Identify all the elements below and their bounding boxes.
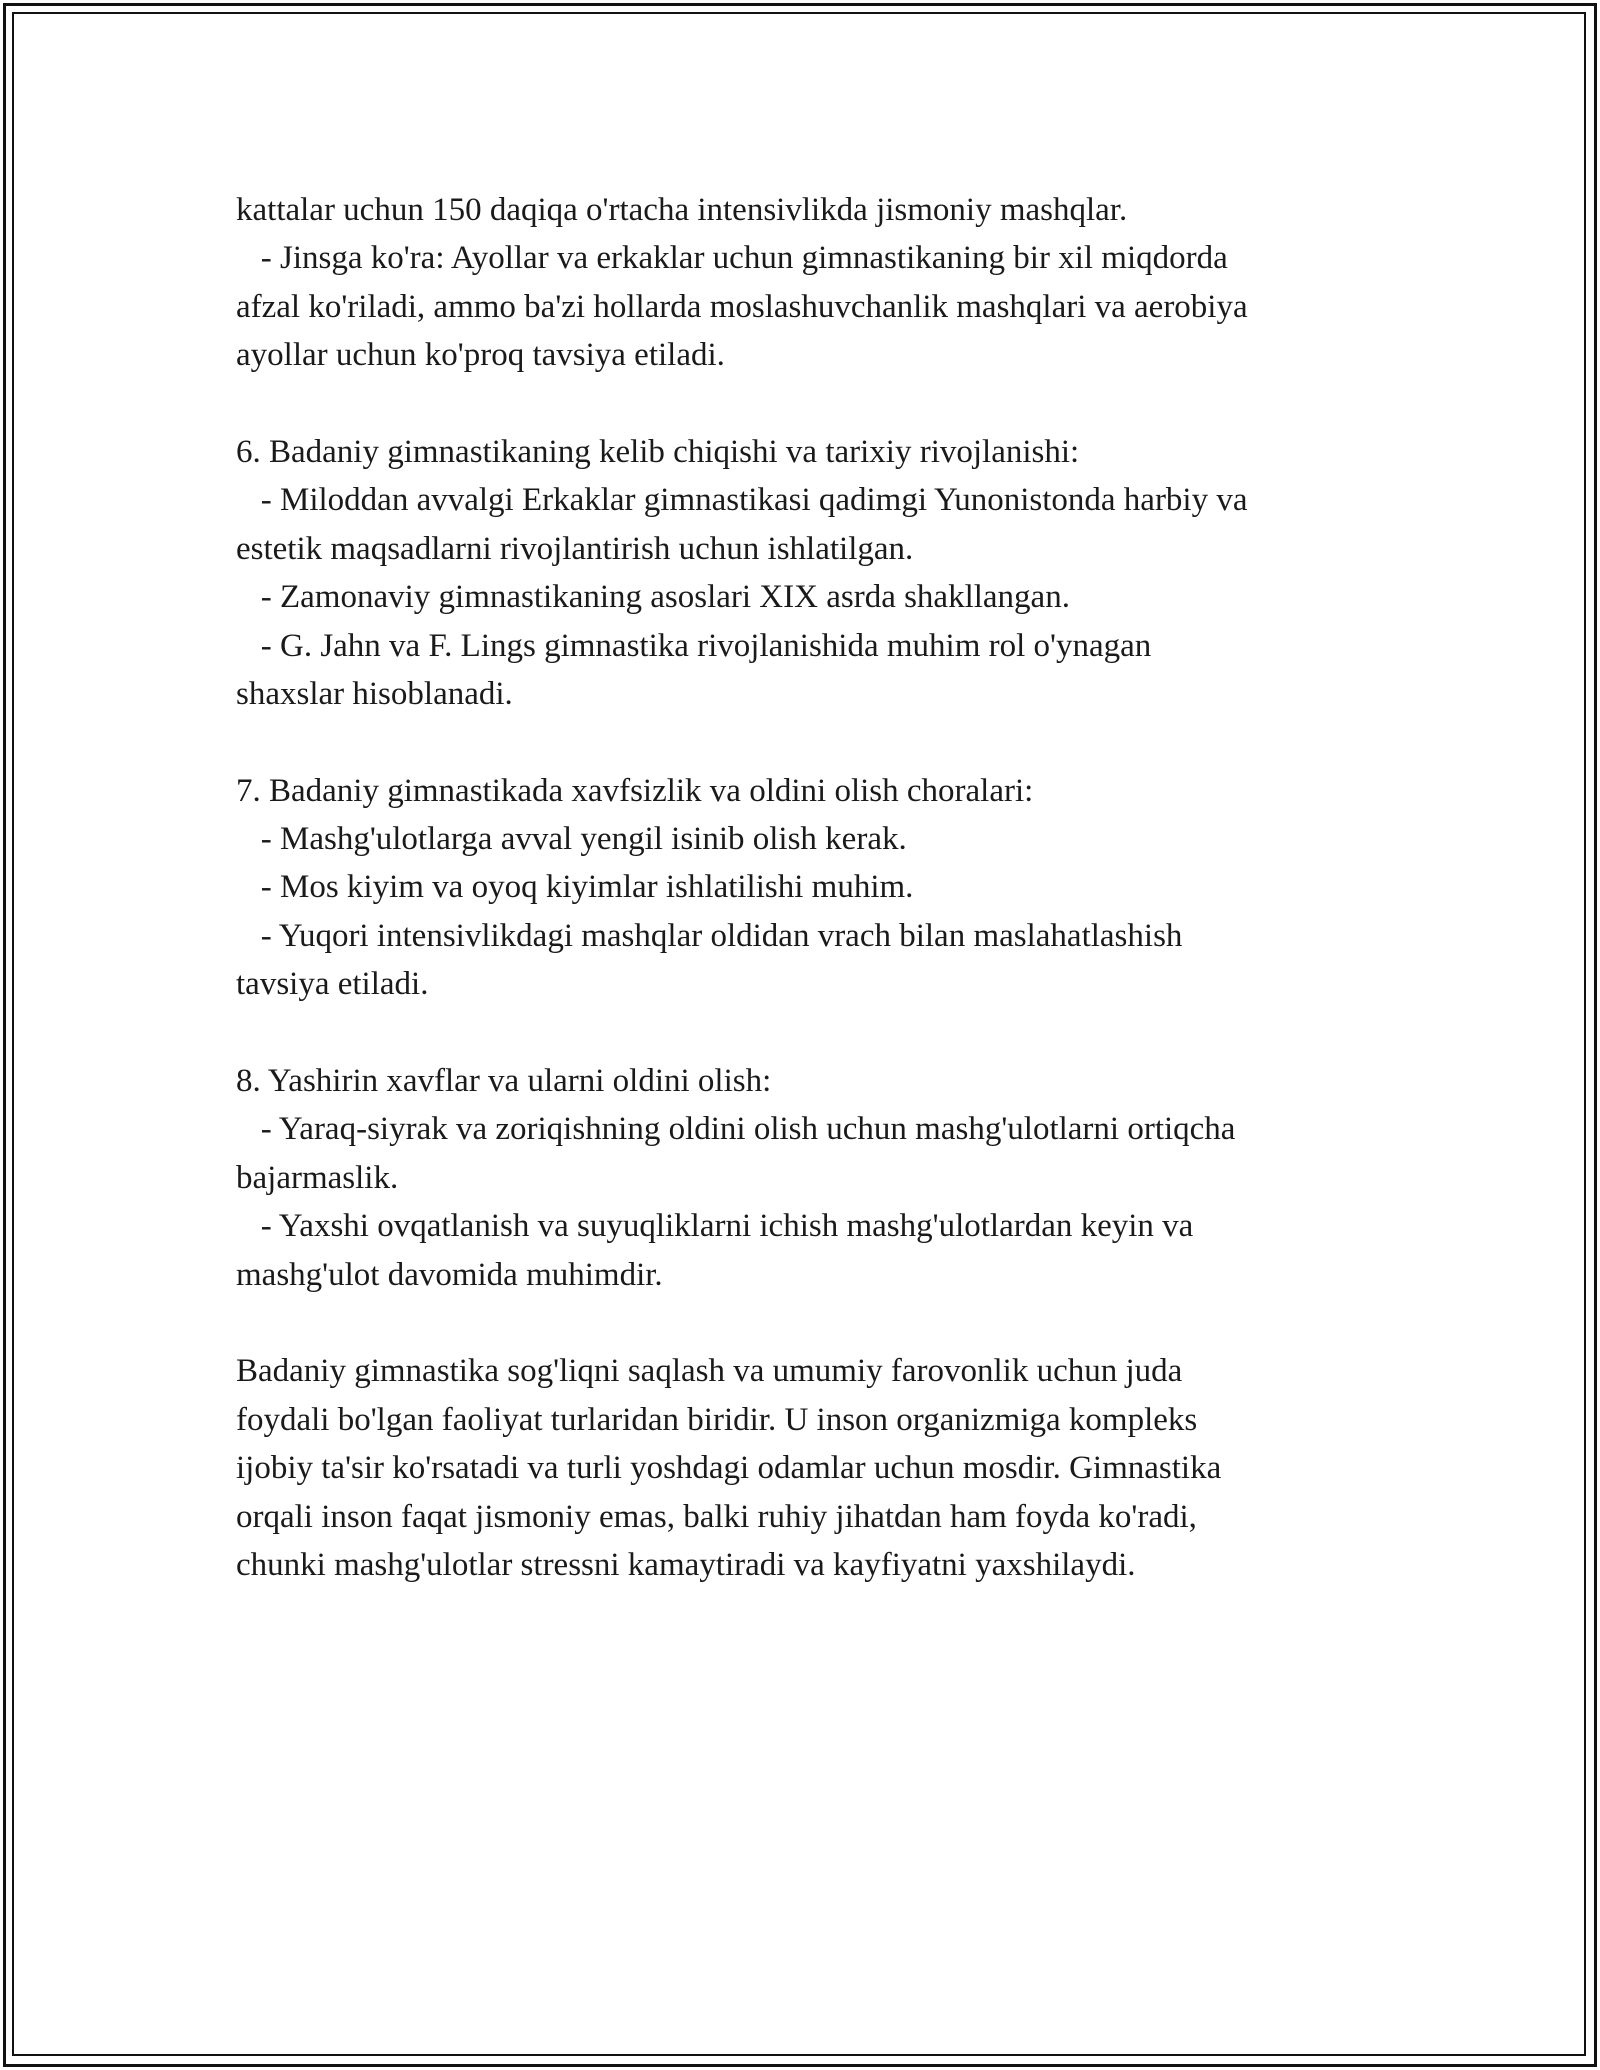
text-line: orqali inson faqat jismoniy emas, balki ruhiy jihatdan ham foyda ko'radi,: [236, 1498, 1197, 1535]
text-line: mashg'ulot davomida muhimdir.: [236, 1256, 663, 1293]
section-heading: 6. Badaniy gimnastikaning kelib chiqishi va tarixiy rivojlanishi:: [236, 433, 1080, 470]
text-line: tavsiya etiladi.: [236, 966, 429, 1003]
text-line: ijobiy ta'sir ko'rsatadi va turli yoshdagi odamlar uchun mosdir. Gimnastika: [236, 1450, 1222, 1487]
text-line: - Yuqori intensivlikdagi mashqlar oldidan vrach bilan maslahatlashish: [236, 917, 1183, 954]
section-heading: 7. Badaniy gimnastikada xavfsizlik va oldini olish choralari:: [236, 772, 1034, 809]
section-7-safety: [236, 767, 1386, 1009]
text-line: kattalar uchun 150 daqiqa o'rtacha intensivlikda jismoniy mashqlar.: [236, 192, 1128, 228]
text-line: chunki mashg'ulotlar stressni kamaytiradi va kayfiyatni yaxshilaydi.: [236, 1546, 1136, 1583]
paragraph-spacer: [236, 1299, 1386, 1347]
section-8-hidden-risks: [236, 1057, 1386, 1299]
text-line: - G. Jahn va F. Lings gimnastika rivojlanishida muhim rol o'ynagan: [236, 627, 1152, 664]
text-line: - Miloddan avvalgi Erkaklar gimnastikasi qadimgi Yunonistonda harbiy va: [236, 482, 1248, 519]
text-line: - Yaraq-siyrak va zoriqishning oldini olish uchun mashg'ulotlarni ortiqcha: [236, 1111, 1236, 1148]
text-line: ayollar uchun ko'proq tavsiya etiladi.: [236, 337, 725, 374]
paragraph-spacer: [236, 1009, 1386, 1057]
text-line: - Zamonaviy gimnastikaning asoslari XIX asrda shakllangan.: [236, 579, 1070, 616]
text-line: Badaniy gimnastika sog'liqni saqlash va umumiy farovonlik uchun juda: [236, 1353, 1183, 1390]
text-line: estetik maqsadlarni rivojlantirish uchun ishlatilgan.: [236, 530, 914, 567]
section-6-history: [236, 428, 1386, 718]
text-line: afzal ko'riladi, ammo ba'zi hollarda moslashuvchanlik mashqlari va aerobiya: [236, 288, 1248, 325]
text-line: foydali bo'lgan faoliyat turlaridan biridir. U inson organizmiga kompleks: [236, 1401, 1198, 1438]
section-heading: 8. Yashirin xavflar va ularni oldini olish:: [236, 1063, 772, 1100]
text-line: - Mashg'ulotlarga avval yengil isinib olish kerak.: [236, 821, 907, 858]
paragraph-activity-recommendations: [236, 186, 1386, 380]
document-body: [236, 186, 1386, 1589]
text-line: - Yaxshi ovqatlanish va suyuqliklarni ichish mashg'ulotlardan keyin va: [236, 1208, 1194, 1245]
text-line: - Mos kiyim va oyoq kiyimlar ishlatilishi muhim.: [236, 869, 914, 906]
paragraph-spacer: [236, 380, 1386, 428]
paragraph-conclusion: [236, 1347, 1386, 1589]
paragraph-spacer: [236, 718, 1386, 766]
text-line: - Jinsga ko'ra: Ayollar va erkaklar uchun gimnastikaning bir xil miqdorda: [236, 240, 1228, 277]
text-line: shaxslar hisoblanadi.: [236, 675, 513, 712]
text-line: bajarmaslik.: [236, 1159, 399, 1196]
